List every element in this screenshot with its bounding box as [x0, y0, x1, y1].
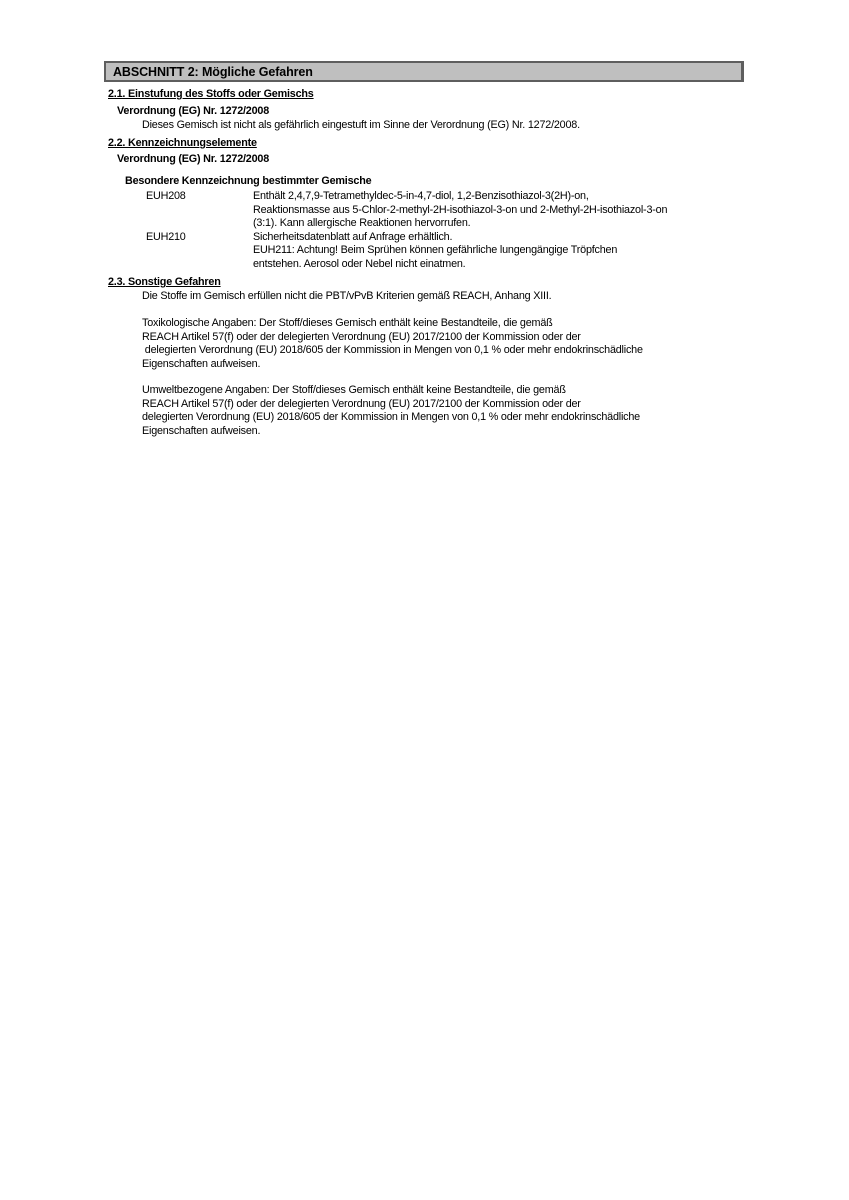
euh210-description-line: EUH211: Achtung! Beim Sprühen können gefährliche lungengängige Tröpfchen	[253, 244, 618, 256]
toxicological-paragraph-line: Toxikologische Angaben: Der Stoff/dieses Gemisch enthält keine Bestandteile, die gemäß	[142, 317, 553, 329]
euh210-description-line: entstehen. Aerosol oder Nebel nicht einatmen.	[253, 257, 466, 270]
toxicological-paragraph-line: REACH Artikel 57(f) oder der delegierten Verordnung (EU) 2017/2100 der Kommission oder der	[142, 330, 581, 343]
environmental-paragraph-line: Eigenschaften aufweisen.	[142, 424, 261, 437]
special-labelling-heading: Besondere Kennzeichnung bestimmter Gemische	[125, 175, 372, 187]
euh208-code: EUH208	[146, 190, 186, 202]
toxicological-paragraph	[142, 317, 643, 371]
toxicological-paragraph-line: delegierten Verordnung (EU) 2018/605 der Kommission in Mengen von 0,1 % oder mehr endokrinschädliche	[142, 344, 643, 356]
euh-statements-table	[146, 190, 667, 271]
regulation-label-2-1: Verordnung (EG) Nr. 1272/2008	[117, 105, 270, 117]
euh210-row	[146, 231, 667, 272]
euh208-description-line: Reaktionsmasse aus 5-Chlor-2-methyl-2H-isothiazol-3-on und 2-Methyl-2H-isothiazol-3-on	[253, 203, 668, 216]
environmental-paragraph-line: REACH Artikel 57(f) oder der delegierten Verordnung (EU) 2017/2100 der Kommission oder der	[142, 397, 581, 410]
subsection-2-1-heading: 2.1. Einstufung des Stoffs oder Gemischs	[108, 88, 314, 100]
euh210-description-line: Sicherheitsdatenblatt auf Anfrage erhältlich.	[253, 230, 453, 243]
subsection-2-2-heading: 2.2. Kennzeichnungselemente	[108, 137, 257, 149]
regulation-label-2-2: Verordnung (EG) Nr. 1272/2008	[117, 153, 270, 165]
environmental-paragraph-line: delegierten Verordnung (EU) 2018/605 der Kommission in Mengen von 0,1 % oder mehr endokrinschädliche	[142, 411, 640, 423]
section-header-title: ABSCHNITT 2: Mögliche Gefahren	[113, 64, 313, 79]
environmental-paragraph	[142, 384, 640, 438]
pbt-vpvb-statement: Die Stoffe im Gemisch erfüllen nicht die PBT/vPvB Kriterien gemäß REACH, Anhang XIII.	[142, 290, 552, 302]
euh210-code: EUH210	[146, 230, 186, 243]
euh210-description	[253, 231, 667, 272]
euh208-description	[253, 190, 667, 231]
euh208-description-line: Enthält 2,4,7,9-Tetramethyldec-5-in-4,7-diol, 1,2-Benzisothiazol-3(2H)-on,	[253, 190, 589, 202]
subsection-2-3-heading: 2.3. Sonstige Gefahren	[108, 276, 221, 288]
section-header-bar	[104, 61, 744, 82]
classification-statement: Dieses Gemisch ist nicht als gefährlich eingestuft im Sinne der Verordnung (EG) Nr. 1272/2008.	[142, 119, 580, 131]
toxicological-paragraph-line: Eigenschaften aufweisen.	[142, 357, 261, 370]
euh208-row	[146, 190, 667, 231]
environmental-paragraph-line: Umweltbezogene Angaben: Der Stoff/dieses Gemisch enthält keine Bestandteile, die gemäß	[142, 384, 566, 396]
euh208-description-line: (3:1). Kann allergische Reaktionen hervorrufen.	[253, 217, 471, 229]
